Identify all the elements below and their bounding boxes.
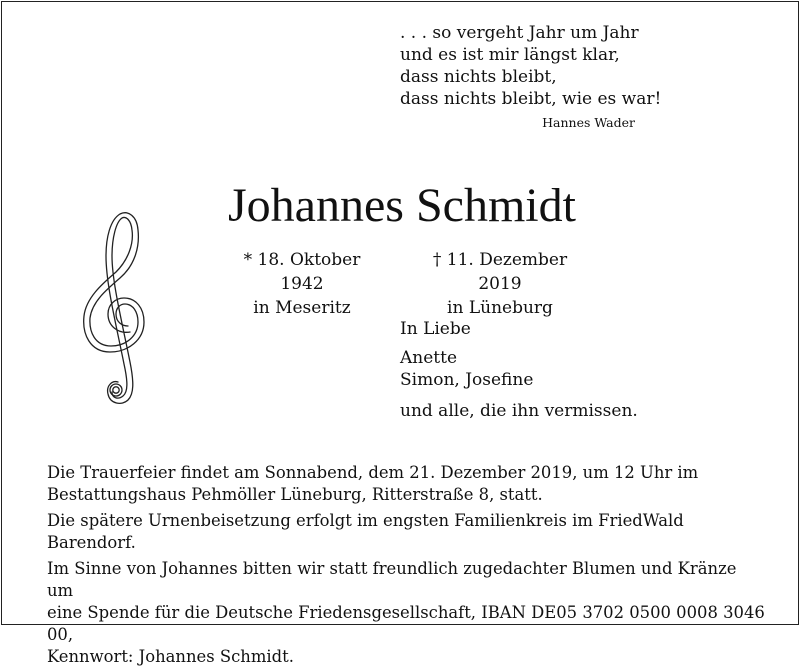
announcement-text	[47, 458, 767, 672]
funeral-line: Die Trauerfeier findet am Sonnabend, dem 21. Dezember 2019, um 12 Uhr im	[47, 463, 699, 482]
family-names	[400, 347, 638, 391]
birth-date: * 18. Oktober 1942	[243, 250, 361, 294]
birth-place: in Meseritz	[253, 298, 351, 318]
deceased-name-text: Johannes Schmidt	[228, 179, 576, 232]
quote-line: und es ist mir längst klar,	[400, 45, 620, 65]
burial-line: Die spätere Urnenbeisetzung erfolgt im engsten Familienkreis im FriedWald Barendorf.	[47, 511, 684, 552]
donation-line: Im Sinne von Johannes bitten wir statt freundlich zugedachter Blumen und Kränze um	[47, 559, 737, 600]
quote-line: dass nichts bleibt, wie es war!	[400, 89, 662, 109]
death-info	[410, 248, 590, 320]
family-name: Simon, Josefine	[400, 370, 534, 390]
obituary-notice	[1, 1, 799, 666]
donation-line: eine Spende für die Deutsche Friedensgesellschaft, IBAN DE05 3702 0500 0008 3046 00,	[47, 603, 765, 644]
family-block	[400, 318, 638, 422]
family-name: Anette	[400, 348, 458, 368]
family-closing: und alle, die ihn vermissen.	[400, 401, 638, 421]
death-date: † 11. Dezember 2019	[432, 250, 568, 294]
treble-clef-icon	[78, 212, 168, 418]
family-intro: In Liebe	[400, 319, 471, 339]
death-place: in Lüneburg	[447, 298, 553, 318]
quote-author: Hannes Wader	[542, 115, 635, 130]
donation-line: Kennwort: Johannes Schmidt.	[47, 647, 294, 666]
birth-info	[222, 248, 382, 320]
funeral-line: Bestattungshaus Pehmöller Lüneburg, Ritterstraße 8, statt.	[47, 485, 543, 504]
quote-line: dass nichts bleibt,	[400, 67, 557, 87]
quote-block	[400, 22, 661, 110]
quote-line: . . . so vergeht Jahr um Jahr	[400, 23, 639, 43]
